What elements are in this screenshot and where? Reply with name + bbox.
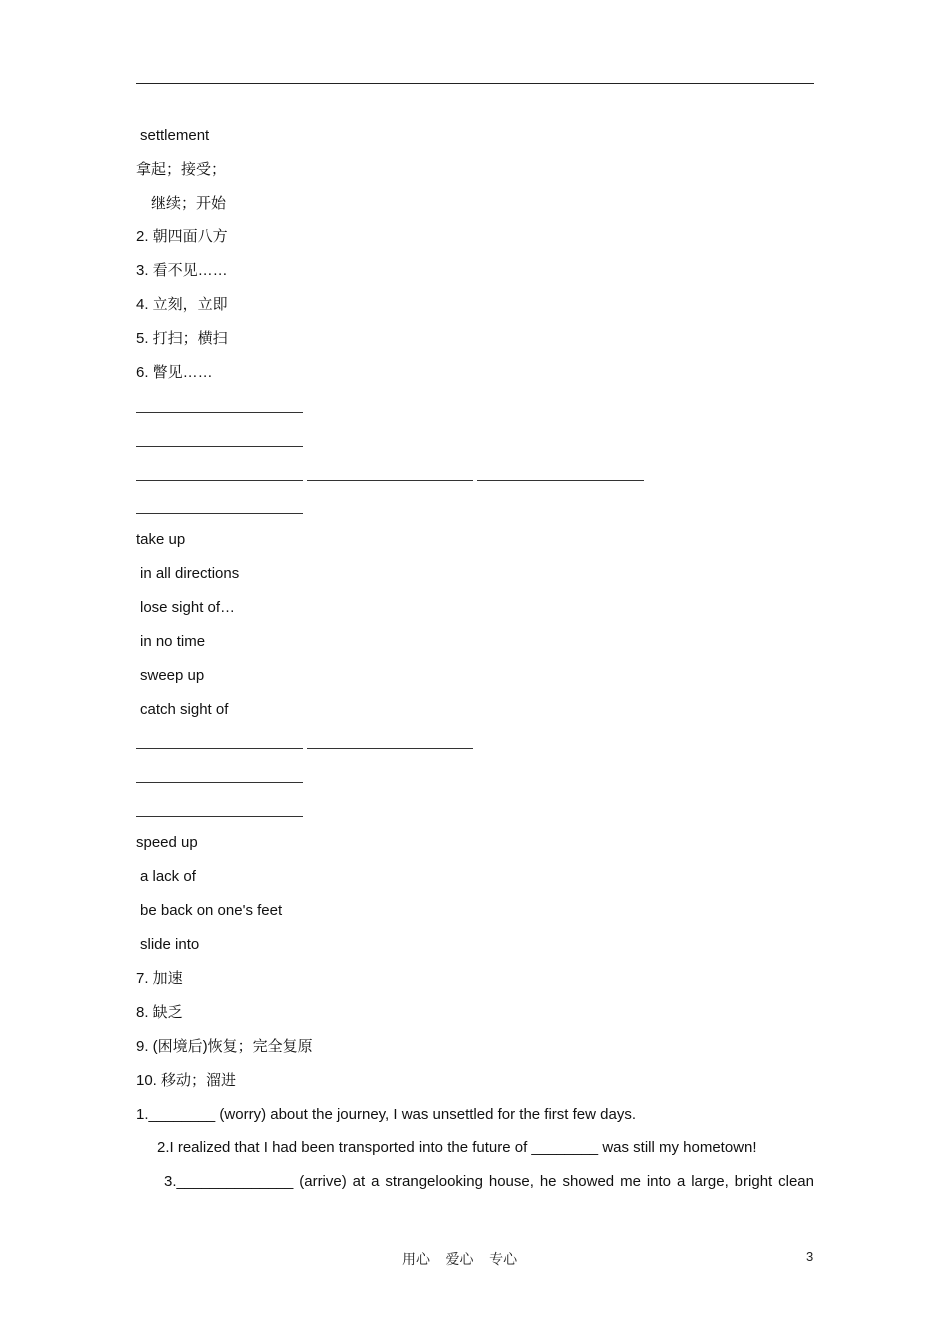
blank-line <box>307 748 473 749</box>
text-line: 拿起；接受； <box>136 161 227 178</box>
text-line: 6. 瞥见…… <box>136 364 213 381</box>
text-line: a lack of <box>140 868 196 885</box>
text-line: 10. 移动；溜进 <box>136 1072 237 1089</box>
text-line: take up <box>136 531 186 548</box>
blank-line <box>136 782 303 783</box>
blank-line <box>136 480 303 481</box>
text-line: settlement <box>140 127 210 144</box>
blank-line <box>307 480 473 481</box>
blank-line <box>477 480 644 481</box>
blank-line <box>136 412 303 413</box>
header-rule <box>136 83 814 84</box>
page-footer: 用心 爱心 专心 <box>402 1251 518 1267</box>
blank-line <box>136 513 303 514</box>
blank-line <box>136 816 303 817</box>
text-line: lose sight of… <box>140 599 236 616</box>
exercise-2: 2.I realized that I had been transported into the future of ________ was still my hometown! <box>157 1139 757 1156</box>
text-line: 4. 立刻，立即 <box>136 296 228 313</box>
text-line: 继续；开始 <box>151 195 227 212</box>
text-line: catch sight of <box>140 701 229 718</box>
text-line: in all directions <box>140 565 240 582</box>
page-number: 3 <box>806 1249 814 1264</box>
text-line: 8. 缺乏 <box>136 1004 183 1021</box>
text-line: 9. (困境后)恢复；完全复原 <box>136 1038 313 1055</box>
text-line: 3. 看不见…… <box>136 262 228 279</box>
text-line: 2. 朝四面八方 <box>136 228 228 245</box>
text-line: be back on one's feet <box>140 902 283 919</box>
text-line: 7. 加速 <box>136 970 183 987</box>
text-line: speed up <box>136 834 198 851</box>
blank-line <box>136 446 303 447</box>
text-line: 5. 打扫；横扫 <box>136 330 228 347</box>
blank-line <box>136 748 303 749</box>
text-line: sweep up <box>140 667 205 684</box>
exercise-3: 3.______________ (arrive) at a strangelooking house, he showed me into a large, bright clean <box>164 1173 814 1190</box>
exercise-1: 1.________ (worry) about the journey, I was unsettled for the first few days. <box>136 1106 636 1123</box>
text-line: in no time <box>140 633 206 650</box>
text-line: slide into <box>140 936 200 953</box>
